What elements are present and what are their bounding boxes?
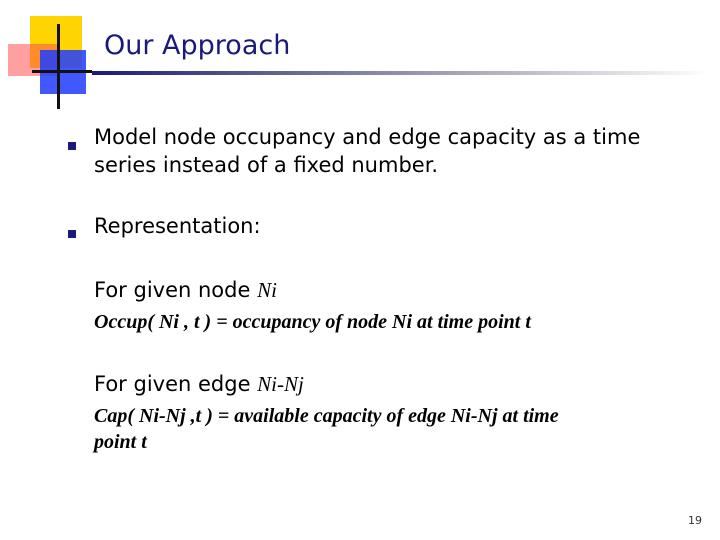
decorative-logo-icon xyxy=(0,0,110,115)
node-occupancy-formula: Occup( Ni , t ) = occupancy of node Ni at time point t xyxy=(94,311,531,333)
title-underline xyxy=(92,71,710,75)
node-intro xyxy=(94,276,277,304)
logo-vertical-line xyxy=(57,24,60,109)
bullet-1-line-2: series instead of a fixed number. xyxy=(94,153,439,177)
edge-intro-label: For given edge xyxy=(94,372,258,396)
bullet-marker-1 xyxy=(68,142,76,150)
edge-intro xyxy=(94,370,304,398)
node-symbol: Ni xyxy=(257,278,277,302)
edge-symbol: Ni-Nj xyxy=(257,372,304,396)
node-intro-label: For given node xyxy=(94,278,258,302)
page-number: 19 xyxy=(688,514,702,527)
edge-capacity-formula-line-2: point t xyxy=(94,431,147,453)
logo-horizontal-line xyxy=(32,70,92,73)
slide-title: Our Approach xyxy=(104,30,291,61)
bullet-1-line-1: Model node occupancy and edge capacity as a time xyxy=(94,125,641,149)
bullet-marker-2 xyxy=(68,230,76,238)
edge-capacity-formula-line-1: Cap( Ni-Nj ,t ) = available capacity of edge Ni-Nj at time xyxy=(94,405,559,427)
bullet-2-text: Representation: xyxy=(94,214,261,238)
